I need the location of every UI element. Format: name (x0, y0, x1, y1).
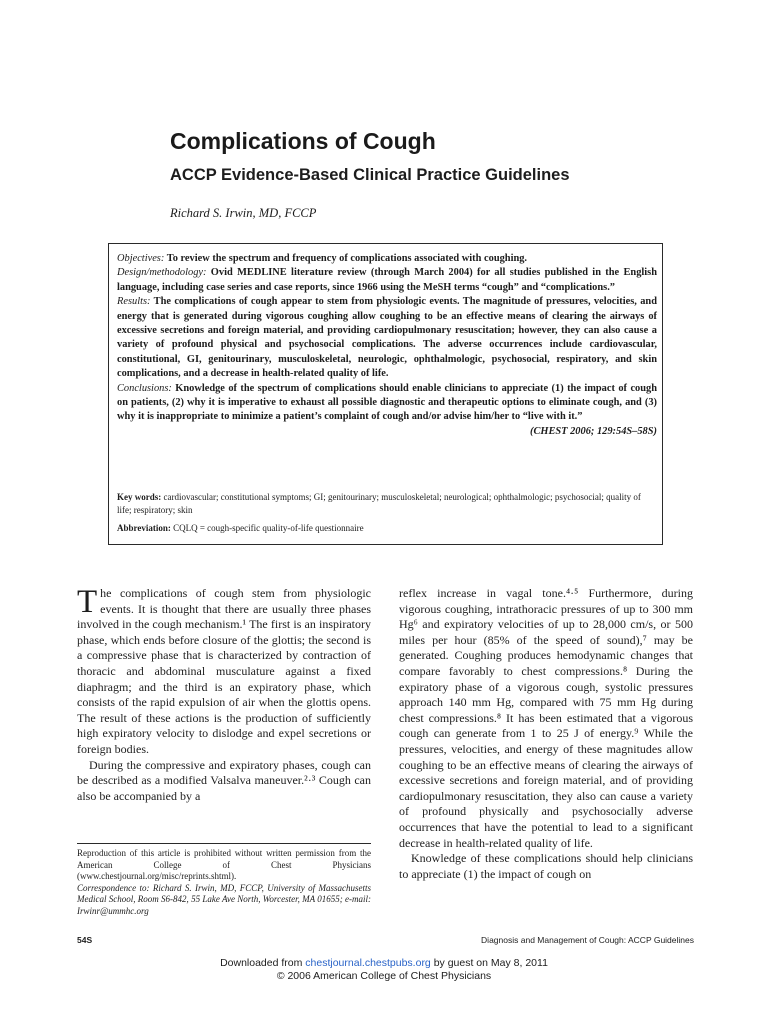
objectives-label: Objectives: (117, 253, 165, 264)
download-line (0, 957, 768, 970)
keywords-label: Key words: (117, 492, 162, 502)
download-prefix: Downloaded from (220, 957, 306, 969)
design-text: Ovid MEDLINE literature review (through March 2004) for all studies published in the English language, including case series and case reports, since 1966 using the MeSH terms “cough” and “complications.” (117, 267, 657, 293)
page-footer (77, 935, 694, 949)
page-number: 54S (77, 935, 93, 945)
conclusions-label: Conclusions: (117, 382, 172, 394)
running-title: Diagnosis and Management of Cough: ACCP Guidelines (481, 935, 694, 945)
abbreviation-text: CQLQ = cough-specific quality-of-life questionnaire (170, 523, 364, 533)
author-line: Richard S. Irwin, MD, FCCP (170, 206, 317, 220)
footnote-divider (77, 843, 371, 844)
objectives-text: To review the spectrum and frequency of complications associated with coughing. (164, 253, 528, 264)
reproduction-notice: Reproduction of this article is prohibited without written permission from the American College of Chest Physicians (www.chestjournal.org/misc/reprints.shtml). (77, 848, 371, 881)
drop-cap: T (77, 584, 98, 620)
abbreviation-label: Abbreviation: (117, 523, 171, 533)
citation: (CHEST 2006; 129:54S–58S) (529, 425, 657, 437)
body-paragraph (77, 586, 371, 758)
abbreviation (117, 522, 657, 535)
keywords (117, 491, 657, 517)
correspondence-note: Correspondence to: Richard S. Irwin, MD, FCCP, University of Massachusetts Medical School, Room S6-842, 55 Lake Ave North, Worcester, MA 01655; e-mail: Irwinr@ummhc.org (77, 882, 371, 916)
chestjournal-link[interactable]: chestjournal.chestpubs.org (305, 957, 431, 969)
body-paragraph: During the compressive and expiratory phases, cough can be described as a modified Valsalva maneuver.²·³ Cough can also be accompanied by a (77, 757, 371, 803)
download-notice (0, 957, 768, 982)
article-title: Complications of Cough (170, 128, 436, 154)
download-suffix: by guest on May 8, 2011 (430, 957, 548, 969)
abstract-text (117, 252, 657, 439)
design-label: Design/methodology: (117, 267, 207, 279)
body-column-right (399, 586, 693, 882)
body-paragraph: reflex increase in vagal tone.⁴·⁵ Furthermore, during vigorous coughing, intrathoracic pressures of up to 300 mm Hg⁶ and expiratory velocities of up to 28,000 cm/s, or 500 miles per hour (85% of the speed of sound),⁷ may be generated. Coughing produces hemodynamic changes that compare favorably to chest compressions.⁸ During the expiratory phase of a vigorous cough, systolic pressures approach 140 mm Hg, compared with 75 mm Hg during chest compressions.⁸ It has been estimated that a vigorous cough can generate from 1 to 25 J of energy.⁹ While the pressures, velocities, and energy of these magnitudes allow coughing to be an effective means of clearing the airways of excessive secretions and foreign material, and of providing cardiopulmonary resuscitation, they also can cause a variety of profound physically and psychosocially adverse occurrences that have the potential to lead to a significant decrease in health-related quality of life. (399, 586, 693, 850)
article-subtitle: ACCP Evidence-Based Clinical Practice Guidelines (170, 166, 570, 184)
abstract-box (108, 243, 663, 545)
results-label: Results: (117, 296, 151, 308)
body-column-left (77, 586, 371, 804)
results-text: The complications of cough appear to stem from physiologic events. The magnitude of pressures, velocities, and energy that is generated during vigorous coughing allow coughing to be an effective means of clearing the airways of excessive secretions and foreign material, and providing cardiopulmonary resuscitation; however, they can also cause a variety of profound physical and psychosocial complications. The adverse occurrences include cardiovascular, constitutional, GI, genitourinary, musculoskeletal, neurologic, ophthalmologic, psychosocial, respiratory, and skin complications, and a decrease in health-related quality of life. (117, 296, 657, 380)
conclusions-text: Knowledge of the spectrum of complications should enable clinicians to appreciate (1) the impact of cough on patients, (2) why it is imperative to exhaust all possible diagnostic and therapeutic options to eliminate cough, and (3) why it is inappropriate to minimize a patient’s complaint of cough and/or advise him/her to “live with it.” (117, 382, 657, 423)
copyright-line: © 2006 American College of Chest Physicians (276, 969, 492, 982)
body-paragraph: Knowledge of these complications should help clinicians to appreciate (1) the impact of cough on (399, 851, 693, 881)
keywords-text: cardiovascular; constitutional symptoms; GI; genitourinary; musculoskeletal; neurological; ophthalmologic; psychosocial; quality of life; respiratory; skin (117, 492, 641, 515)
body-paragraph-text: he complications of cough stem from physiologic events. It is thought that there are usually three phases involved in the cough mechanism.¹ The first is an inspiratory phase, which ends before closure of the glottis; the second is a compressive phase that is characterized by contraction of thoracic and abdominal musculature against a fixed diaphragm; and the third is an expiratory phase, which consists of the rapid expulsion of air when the glottis opens. The result of these actions is the production of sufficiently high expiratory velocity to dislodge and expel secretions or foreign bodies. (77, 586, 371, 756)
footnote (77, 848, 371, 917)
